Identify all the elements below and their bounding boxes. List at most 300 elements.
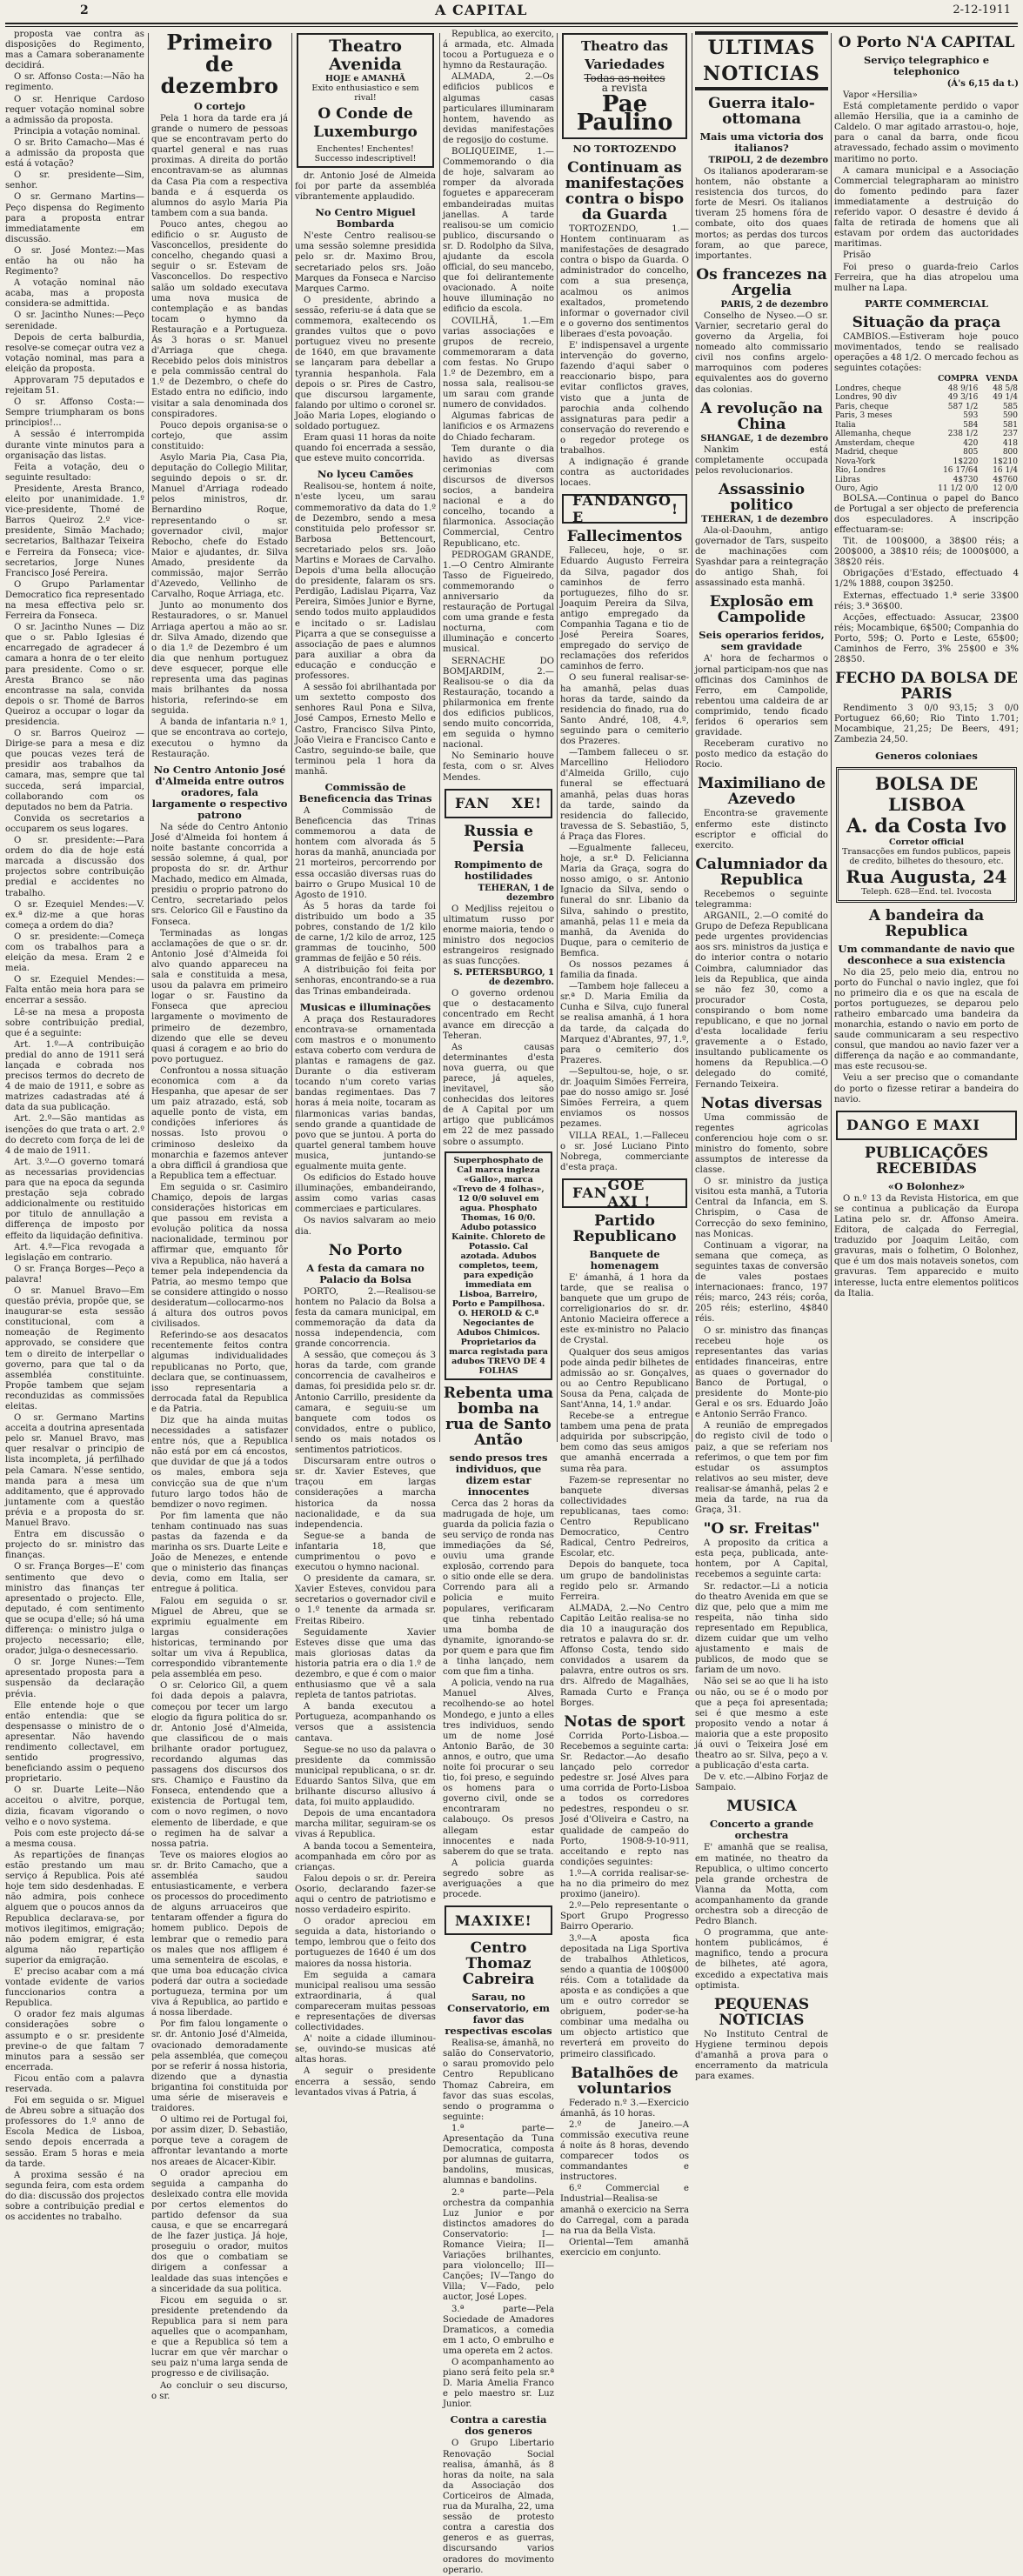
paragraph: O presidente, abrindo a sessão, referiu-se á data que se commemora, exaltecendo os grandes vultos que o povo portuguez viveu no presente de 1640, em que bravamente se lançaram para debellar a tyrannia hespanhola. Fala depois o sr. Pires de Castro, que discursou largamente, falando por ultimo o coronel sr. João Maria Lopes, elogiando o soldado portuguez. — [295, 295, 436, 431]
paragraph: A banda de infantaria n.º 1, que se encontrava ao cortejo, executou o hymno da Restauração. — [151, 717, 288, 759]
paragraph: O sr. Jacintho Nunes — Diz que o sr. Pablo Iglesias é encarregado de agradecer á camara a honra de o ter eleito para presidente. Como o sr. Aresta Branco se não encontrasse na sala, convida depois o sr. Thomé de Barros Queiroz a occupar o logar da presidencia. — [5, 623, 144, 727]
paragraph: Ficou em seguida o sr. presidente pretendendo da Republica para si nem para aquelles que o acompanham, e que a Republica só tem a lucrar em que vêr marchar o seu paiz n'uma larga senda de progresso e de civilisação. — [151, 2295, 288, 2379]
column-2 — [151, 30, 288, 2401]
paragraph: Diz que ha ainda muitas necessidades a satisfazer entre nós, que a Republica não está por em cá encostos, que duvidar de que já a todos os males, embora seja convicção sua de que n'um futuro largo todos hão de bemdizer o novo regimen. — [151, 1415, 288, 1510]
rate-value: 584 — [963, 420, 979, 430]
section-heading: Continuam as manifestações contra o bispo da Guarda — [565, 159, 685, 224]
section-heading: Situação da praça — [852, 313, 1001, 331]
subheading: Contra a carestia dos generos — [450, 2413, 547, 2438]
subheading: A festa da camara no Palacio da Bolsa — [306, 1261, 425, 1285]
column-3 — [295, 30, 436, 2098]
rate-value: 590 — [1002, 411, 1018, 421]
banner-ad — [445, 1905, 552, 1935]
column-5 — [560, 30, 689, 2258]
rate-label: Italia — [835, 420, 856, 430]
paragraph: Está completamente perdido o vapor allemão Hersilia, que ia a caminho de Caldelo. O mar agitado arrastou-o, hoje, para o canal da barra, onde ficou atravessado, fechado assim o movimento maritimo no porto. — [834, 102, 1019, 164]
section-heading: Calumniador da Republica — [695, 855, 828, 889]
paragraph: TORTOZENDO, 1.—Hontem continuaram as manifestações de desagrado contra o bispo da Guarda. O administrador do concelho, com a sua presença, acalmou os animos exaltados, prometendo informar o governador civil e o governo dos sentimentos liberaes d'esta povoação. — [560, 224, 689, 339]
rate-label: Allemanha, cheque — [835, 430, 912, 439]
column-1 — [5, 30, 144, 2223]
banner-ad-left: FAN — [572, 1185, 608, 1202]
paragraph: Pela 1 hora da tarde era já grande o numero de pessoas que se encontravam perto do quartel general e nas ruas proximas. A direita do portão encontravam-se as alumnas da Casa Pia com a respectiva banda e á esquerda os alumnos do asylo Maria Pia tambem com a sua banda. — [151, 114, 288, 218]
banner-ad-right: ! — [671, 500, 679, 517]
paragraph: O Grupo Parlamentar Democratico fica representado na mesa effectiva pelo sr. Ferreira da Fonseca. — [5, 579, 144, 622]
paragraph: BOLSA.—Continua o papel do Banco de Portugal a ser objecto de preferencia dos especuladores. A inscripção effectuaram-se: — [834, 493, 1019, 535]
paragraph: 2.º de Janeiro.—A commissão executiva reune á noite ás 8 horas, devendo comparecer todos os commandantes e instructores. — [560, 2119, 689, 2183]
paragraph: Terminadas as longas acclamações de que o sr. dr. Antonio José d'Almeida foi alvo quando appareceu na sala e constituida a mesa, usou da palavra em primeiro logar o sr. Faustino da Fonseca que apreciou largamente o movimento de primeiro de dezembro, dizendo que elle se deveu quasi á coragem e ao brio do povo portuguez. — [151, 928, 288, 1064]
paragraph: VILLA REAL, 1.—Falleceu o sr. José Luciano Pinto Nobrega, commerciante d'esta praça. — [560, 1131, 689, 1172]
theatre-ad-dates: HOJE e AMANHÃ — [325, 74, 405, 83]
paragraph: Na séde do Centro Antonio José d'Almeida foi hontem á noite bastante concorrida a sessão solemne, á qual, por proposta do sr. dr. Arthur Machado, medico em Almada, presidiu o proprio patrono do Centro, secretariado pelos srs. Celorico Gil e Faustino da Fonseca. — [151, 822, 288, 927]
subheading: sendo presos tres individuos, que dizem estar innocentes — [449, 1451, 548, 1498]
subheading: No Centro Antonio José d'Almeida entre outros oradores, fala largamente o respectivo patrono — [151, 763, 288, 821]
paragraph: Fazem-se representar no banquete diversas collectividades republicanas, taes como: Centro Republicano Democratico, Centro Radical, Centro Pedreiros, Escolar, etc. — [560, 1475, 689, 1559]
masthead: A CAPITAL — [435, 2, 528, 18]
section-heading: Maximiliano de Azevedo — [697, 775, 826, 809]
paragraph: 6.º Commercial e Industrial—Realisa-se amanhã o exercicio na Serra do Carregal, com a parada na rua da Bella Vista. — [560, 2184, 689, 2236]
section-heading: Notas diversas — [700, 1094, 823, 1112]
paragraph: Por fim falou longamente o sr. dr. Antonio José d'Almeida, ovacionado demoradamente pela assembléa, que começou por se referir á nossa historia, dizendo que a dynastia brigantina foi constituida por uma série de miseraveis e traidores. — [151, 2019, 288, 2114]
rate-label: Ouro, Agio — [835, 484, 879, 494]
paragraph: O sr. presidente:—Para ordem do dia de hoje está marcada a discussão dos projectos sobre contribuição predial e accidentes no trabalho. — [5, 836, 144, 898]
paragraph: Convida os secretarios a occuparem os seus logares. — [5, 813, 144, 834]
paragraph: A sessão, que começou ás 3 horas da tarde, com grande concorrencia de cavalheiros e damas, foi presidida pelo sr. dr. Antonio Carrillo, presidente da camara, e seguiu-se um banquete com todos os convidados, entre o publico, sendo os mais notados os sentimentos patrioticos. — [295, 1351, 436, 1456]
paragraph: O sr. Affonso Costa:—Sempre triumpharam os bons principios!... — [5, 397, 144, 429]
rate-value: 11 1/2 0/0 — [938, 484, 979, 494]
paragraph: Art. 3.º—O governo tomará as necessarias providencias para que na epoca da segunda prestação seja cobrado addicionalmente ou restituido por titulo de annullação a differença de imposto por effeito da liquidação definitiva. — [5, 1157, 144, 1241]
paragraph: A seguir o presidente encerra a sessão, sendo levantados vivas á Patria, á — [295, 2066, 436, 2098]
rate-label: Madrid, cheque — [835, 448, 899, 457]
rate-value: 581 — [1002, 420, 1018, 430]
table-row — [834, 476, 1019, 485]
paragraph: O orador fez mais algumas considerações sobre o assumpto e o sr. presidente previne-o de que faltam 7 minutos para a sessão ser encerrada. — [5, 2010, 144, 2072]
rate-label: Londres, cheque — [835, 384, 901, 393]
dateline: TEHERAN, 1 de dezembro — [478, 883, 554, 903]
paragraph: A indignação é grande contra as auctoridades locaes. — [560, 457, 689, 489]
theatre-ad-note1: Enchentes! Enchentes! — [317, 144, 414, 154]
subheading: Generos coloniaes — [875, 749, 978, 762]
column-divider — [291, 33, 292, 1442]
theatre-ad-title: Theatro Avenida — [329, 37, 402, 74]
rate-value: 16 17/64 — [943, 466, 979, 476]
section-heading: No Porto — [328, 1241, 403, 1259]
column-6 — [695, 30, 828, 2082]
exchange-rates-table — [834, 375, 1019, 494]
table-row — [834, 411, 1019, 421]
paragraph: Seguidamente Xavier Esteves disse que uma das mais gloriosas datas da historia patria era o dia 1.º de dezembro, e que é com o maior enthusiasmo que vê a sala repleta de tantos patriotas. — [295, 1627, 436, 1701]
paragraph: PORTO, 2.—Realisou-se hontem no Palacio da Bolsa a festa da camara municipal, em commemoração da data da nossa independencia, com grande concorrencia. — [295, 1286, 436, 1350]
paragraph: A policia, vendo na rua Manuel Alves, recolhendo-se ao hotel Mondego, e junto a elles tres individuos, sendo um de nome José Antonio Barão, de 30 annos, e outro, que uma noite foi procurar o seu tio, foi preso, e seguindo os homens para o governo civil, onde se encontraram no calabouço. Os presos allegam estar innocentes e nada saberem do que se trata. — [443, 1678, 554, 1857]
paragraph: Falou depois o sr. dr. Pereira Osorio, declarando fazer-se aqui o centro de patriotismo e nosso verdadeiro espirito. — [295, 1873, 436, 1916]
paragraph: Os nossos pezames á familia da finada. — [560, 960, 689, 981]
paragraph: 1.ª parte—Apresentação da Tuna Democratica, composta por alumnas de guitarra, bandolins, musicas, alumnas e bandolins. — [443, 2123, 554, 2186]
section-heading: Centro Thomaz Cabreira — [462, 1939, 535, 1989]
paragraph: E' amanhã que se realisa, em matinée, no theatro da Republica, o ultimo concerto pela grande orchestra de Vianna da Motta, com acompanhamento da grande orchestra sob a direcção de Pedro Blanch. — [695, 1843, 828, 1927]
column-4 — [443, 30, 554, 2575]
rate-value: 1$220 — [953, 457, 979, 466]
paragraph: Ficou então com a palavra reservada. — [5, 2073, 144, 2094]
paragraph: 3.ª parte—Pela Sociedade de Amadores Dramaticos, a comedia em 1 acto, O embrulho e uma opereta em 2 actos. — [443, 2304, 554, 2356]
section-heading: Batalhões de voluntarios — [571, 2064, 679, 2098]
column-divider — [439, 33, 440, 1442]
section-heading: Fallecimentos — [566, 528, 683, 546]
paragraph: Depois de uma encantadora marcha militar, seguiram-se os vivas á Republica. — [295, 1809, 436, 1840]
column-7 — [834, 30, 1019, 1444]
dateline: SHANGAE, 1 de dezembro — [700, 433, 828, 444]
paragraph: O seu funeral realisar-se-ha amanhã, pelas duas horas da tarde, saindo da residencia do finado, rua do Santo André, 108, 4.º, seguindo para o cemiterio dos Prazeres. — [560, 673, 689, 747]
table-row — [834, 439, 1019, 449]
paragraph: Externas, effectuado 1.ª serie 33$00 réis; 3.ª 36$00. — [834, 591, 1019, 611]
paragraph: Approvaram 75 deputados e rejeitam 51. — [5, 376, 144, 397]
paragraph: BOLIQUEIME, 1.—Commemorando o dia de hoje, salvaram ao romper da alvorada foguetes e appareceram embandeiradas muitas janellas. A tarde realisou-se um comicio publico, discursando o sr. D. Rodolpho da Silva, ajudante da escola official, do seu mancebo, que foi delirantemente ovacionado. A noite houve illuminação no edificio da escola. — [443, 147, 554, 315]
paragraph: A camara municipal e a Associação Commercial telegrapharam ao ministro do fomento pedindo para fazer immediatamente a destruição do referido vapor. O desastre é devido á falta de retirada de homens que ali estavam por ordem das auctoridades maritimas. — [834, 165, 1019, 250]
subheading: «O Bolonhez» — [887, 1179, 966, 1192]
paragraph: Por fim lamenta que não tenham continuado nas suas pastas da fazenda e da marinha os srs. Duarte Leite e João de Menezes, e entende que o ministerio das finanças devia, como em Italia, ser entregue á politica. — [151, 1511, 288, 1595]
paragraph: O programma, que ante-hontem publicámos, é magnifico, tendo a procura de bilhetes, até agora, excedido a expectativa mais optimista. — [695, 1928, 828, 1991]
subheading: Concerto a grande orchestra — [709, 1818, 814, 1842]
subheading: Mais uma victoria dos italianos? — [699, 130, 824, 154]
paragraph: Vapor «Hersilia» — [843, 90, 918, 100]
header-rule-thin — [5, 26, 1018, 27]
paragraph: CAMBIOS.—Estiveram hoje pouco movimentados, tendo se realisado operações a 48 1/2. O mercado fechou as seguintes cotações: — [834, 331, 1019, 374]
paragraph: O sr. Germano Martins—Peço dispensa do Regimento para a proposta entrar immediatamente em discussão. — [5, 192, 144, 244]
rate-value: 585 — [1002, 402, 1018, 411]
dateline: PARIS, 2 de dezembro — [720, 299, 828, 310]
section-heading: O Porto N'A CAPITAL — [838, 34, 1015, 51]
section-heading: Assassinio politico — [718, 480, 806, 514]
rate-value: 49 1/4 — [993, 393, 1018, 403]
subheading: O cortejo — [193, 100, 246, 112]
paragraph: —Sepultou-se, hoje, o sr. dr. Joaquim Simões Ferreira, pae do nosso amigo sr. José Simões Ferreira, a quem enviamos os nossos pezames. — [560, 1066, 689, 1130]
paragraph: dr. Antonio José de Almeida foi por parte da assembléa vibrantemente applaudido. — [295, 171, 436, 203]
variedades-ad-play: Pae Paulino — [576, 91, 673, 136]
paragraph: A sessão é interrompida durante vinte minutos para a organisação das listas. — [5, 430, 144, 461]
paragraph: As causas determinantes d'esta nova guerra, ou que parece, já aqueles, inevitavel, são conhecidas dos leitores de A Capital por um artigo que publicámos em 22 de mez passado sobre o assumpto. — [443, 1042, 554, 1147]
banner-ad — [445, 789, 552, 818]
paragraph: O sr. ministro das finanças recebeu hoje os representantes das varias entidades financeiras, entre as quaes o governador do Banco de Portugal, o presidente do Monte-pio Geral e os srs. Eduardo João e Antonio Serrão Franco. — [695, 1325, 828, 1420]
rate-label: Amsterdam, cheque — [835, 438, 915, 448]
table-row — [834, 448, 1019, 457]
section-heading: PEQUENAS NOTICIAS — [713, 1995, 810, 2029]
paragraph: Pouco antes, chegou ao edificio o sr. Augusto de Vasconcellos, presidente do concelho, chegando quasi a seguir o sr. Estevam de Vasconcellos. Do respectivo salão um soldado executava uma nova musica de contemplação e as bandas tocam o hymno da Restauração e a Portugueza. Ás 3 horas o sr. Manuel d'Arriaga que chega. Recebido pelos dois ministros e pela commissão central do 1.º de Dezembro, o chefe do Estado entra no edificio, indo visitar a sala denominada dos conspiradores. — [151, 219, 288, 419]
paragraph: Acções, effectuado: Assucar, 23$00 réis; Mocambique, 6$500; Companhia do Porto, 59$; O. Porto e Leste, 65$00; Caminhos de Ferro, 3% 25$00 e 3% 28$50. — [834, 612, 1019, 665]
paragraph: Entra em discussão o projecto do sr. ministro das finanças. — [5, 1530, 144, 1561]
table-row — [834, 421, 1019, 430]
paragraph: Art. 2.º—São mantidas as isenções do que trata o art. 2.º do decreto com força de lei de 4 de maio de 1911. — [5, 1114, 144, 1156]
paragraph: Corrida Porto-Lisboa.—Recebemos a seguinte carta: Sr. Redactor.—Ao desafio lançado pelo corredor pedestre sr. José Alves para uma corrida de Porto-Lisboa a todos os corredores pedestres, respondeu o sr. José d'Oliveira e Castro, na qualidade de campeão do Porto, 1908-9-10-911, acceitando e repto nas condições seguintes: — [560, 1731, 689, 1867]
subheading: PARTE COMMERCIAL — [865, 297, 988, 310]
bolsa-ad-name: A. da Costa Ivo — [846, 814, 1007, 838]
paragraph: A proposito da critica a esta peça, publicada, ante-hontem, por A Capital, recebemos a seguinte carta: — [695, 1538, 828, 1580]
paragraph: N'este Centro realisou-se uma sessão solemne presidida pelo sr. dr. Maximo Brou, secretariado pelos srs. João Marques da Fonseca e Narciso Marques Carmo. — [295, 231, 436, 294]
bolsa-ad-phone: Teleph. 628—End. tel. Ivocosta — [861, 886, 992, 897]
paragraph: 3.º—A aposta fica depositada na Liga Sportiva de trabalhos Athleticos, sendo a quantia de 100$000 réis. Com a totalidade da aposta e as condições a que um e outro corredor se obriguem, poder-se-ha combinar uma medalha ou um objecto artistico que reverterá em proveito do primeiro classificado. — [560, 1933, 689, 2059]
paragraph: Os italianos apoderaram-se hontem, não obstante a resistencia dos turcos, do forte de Mesri. Os italianos tiveram 25 homens fóra de combate, oito dos quaes mortos; as perdas dos turcos foram, ao que parece, importantes. — [695, 167, 828, 261]
paragraph: O sr. Jacintho Nunes:—Peço serenidade. — [5, 310, 144, 331]
banner-ad-right: XE! — [512, 795, 542, 812]
paragraph: Foi preso o guarda-freio Carlos Ferreira, que ha dias atropelou uma mulher na Lapa. — [834, 262, 1019, 293]
paragraph: Ao concluir o seu discurso, o sr. — [151, 2380, 288, 2401]
table-row — [834, 384, 1019, 394]
paragraph: —Tambem falleceu o sr. Marcellino Heliodoro d'Almeida Grillo, cujo funeral se effectuará amanhã, pelas duas horas da tarde, saindo da residencia do fallecido, travessa de S. Sebastião, 5, á Praça das Flores. — [560, 748, 689, 842]
paragraph: O sr. Germano Martins acceita a doutrina apresentada pelo sr. Manuel Bravo, mas quer resalvar o principio de lista incompleta, já perfilhado pela Camara. N'esse sentido, manda para a mesa um additamento, que é approvado juntamente com a questão prévia e a proposta do sr. Manuel Bravo. — [5, 1413, 144, 1529]
bolsa-ad — [836, 767, 1017, 903]
paragraph: Art. 4.º—Fica revogada a legislação em contrario. — [5, 1242, 144, 1263]
banner-ad — [562, 1178, 687, 1208]
paragraph: Segue-se no uso da palavra o presidente da commissão municipal republicana, o sr. dr. Eduardo Santos Silva, que em brilhante discurso allusivo á data, foi muito applaudido. — [295, 1745, 436, 1808]
rates-column-header: VENDA — [986, 375, 1018, 384]
rate-value: 48 9/16 — [947, 384, 979, 393]
rate-label: Paris, cheque — [835, 402, 889, 411]
paragraph: Os navios salvaram ao meio dia. — [295, 1216, 436, 1237]
paragraph: O sr. Duarte Leite—Não acceitou o alvitre, porque, dizia, ficavam vigorando o velho e o novo systema. — [5, 1785, 144, 1827]
paragraph: Uma commissão de regentes agricolas conferenciou hoje com o sr. ministro do fomento, sobre assumptos de interesse da classe. — [695, 1112, 828, 1176]
paragraph: Depois do banquete, toca um grupo de bandolinistas regido pelo sr. Armando Ferreira. — [560, 1560, 689, 1602]
paragraph: Encontra-se gravemente enfermo este distincto escriptor e official do exercito. — [695, 809, 828, 851]
paragraph: O orador apreciou em seguida a campanha do desleixado contra elle movida por certos elementos do partido defensor da sua causa, e que se encarregará de lhe fazer justiça. Já hoje, proseguiu o orador, muitos dos que o combatiam se dirigem a confessar a lealdade das suas intenções e a sinceridade da sua politica. — [151, 2168, 288, 2294]
theatre-ad-play: O Conde de Luxemburgo — [313, 105, 418, 141]
paragraph: Lê-se na mesa a proposta sobre contribuição predial, que é a seguinte: — [5, 1007, 144, 1038]
table-row — [834, 457, 1019, 467]
paragraph: O sr. Ezequiel Mendes:—V. ex.ª diz-me a que horas começa a ordem do dia? — [5, 899, 144, 931]
paragraph: O sr. Henrique Cardoso requer votação nominal sobre a admissão da proposta. — [5, 94, 144, 125]
paragraph: A proxima sessão é na segunda feira, com esta ordem do dia: discussão dos projectos sobre a contribuição predial e os accidentes no trabalho. — [5, 2170, 144, 2223]
paragraph: De v. etc.—Albino Forjaz de Sampaio. — [695, 1772, 828, 1793]
paragraph: O Medjliss rejeitou o ultimatum russo por enorme maioria, tendo o ministro dos negocios estrangeiros resignado as suas funcções. — [443, 904, 554, 967]
paragraph: Falou em seguida o sr. Miguel de Abreu, que se exprimiu egualmente em largas considerações historicas, terminando por soltar um viva á Republica, correspondido vibrantemente pela assembléa em peso. — [151, 1596, 288, 1680]
banner-ad-left: FANDANGO E — [572, 492, 672, 526]
paragraph: SERNACHE DO BOMJARDIM, 2.—Realisou-se o dia da Restauração, tocando a philarmonica em frente dos edificios publicos, sendo muito concorrida, em seguida o hymno nacional. — [443, 656, 554, 751]
paragraph: Os edificios do Estado houve illuminações, embandeirando, assim como varias casas commerciaes e particulares. — [295, 1173, 436, 1215]
paragraph: E' indispensavel a urgente intervenção do governo, fazendo d'aqui saber o reaccionario bispo, para evitar conflictos graves, visto que a junta de parochia anda colhendo assignaturas para pedir a conservação do reverendo e o regedor protege os trabalhos. — [560, 341, 689, 456]
banner-ad-left: DANGO E MAXI — [846, 1117, 980, 1134]
variedades-ad-title: Theatro das Variedades — [580, 38, 669, 72]
paragraph: Em seguida a camara municipal realisou uma sessão extraordinaria, á qual compareceram muitas pessoas e representações de diversas collectividades. — [295, 1970, 436, 2033]
subheading: Um commandante de navio que desconhece a sua existencia — [838, 942, 1015, 966]
rate-value: 418 — [1002, 438, 1018, 448]
banner-ad-left: FAN — [455, 795, 491, 812]
paragraph: O Grupo Libertario Renovação Social realisa, ámanhã, ás 8 horas da noite, na sala da Associação dos Corticeiros de Almada, rua da Muralha, 22, uma sessão de protesto contra a carestia dos generos e as guerras, discursando varios oradores do movimento operario. — [443, 2439, 554, 2575]
paragraph: A policia guarda segredo sobre as averiguações a que procede. — [443, 1858, 554, 1900]
paragraph: Realisa-se, ámanhã, no salão do Conservatorio, o sarau promovido pelo Centro Republicano Thomaz Cabreira, em favor das suas escolas, sendo o programma o seguinte: — [443, 2039, 554, 2122]
rate-label: Libras — [835, 475, 860, 484]
paragraph: O presidente da camara, sr. Xavier Esteves, convidou para secretarios o governador civil e o 1.º tenente da armada sr. Freitas Ribeiro. — [295, 1574, 436, 1626]
paragraph: —Tambem hoje falleceu a sr.ª D. Maria Emilia da Cunha e Silva, cujo funeral se realisa amanhã, á 1 hora da tarde, da calçada do Marquez d'Abrantes, 97, 1.º, para o cemiterio dos Prazeres. — [560, 982, 689, 1065]
paragraph: O sr. Manuel Bravo—Em questão prévia, propõe que, se inaugurar-se esta sessão constitucional, com a nomeação de Regimento approvado, se considere que tem o direito de interpellar o governo, para que tal o da assembléa constituinte. Propõe tambem que sejam reconduzidas as commissões eleitas. — [5, 1285, 144, 1411]
paragraph: PEDROGAM GRANDE, 1.—O Centro Almirante Tasso de Figueiredo, commemorando o anniversario da restauração de Portugal com uma grande e festa nocturna, com illuminação e concerto musical. — [443, 550, 554, 655]
paragraph: Republica, ao exercito, á armada, etc. Almada tocou a Portugueza e o hymno da Restauração. — [443, 30, 554, 71]
section-heading: Os francezes na Argelia — [696, 265, 827, 299]
bolsa-ad-address: Rua Augusta, 24 — [846, 865, 1007, 887]
paragraph: Principia a votação nominal. — [14, 126, 141, 137]
rate-value: 805 — [963, 448, 979, 457]
paragraph: O sr. presidente—Sim, senhor. — [5, 170, 144, 191]
subheading: NO TORTOZENDO — [572, 143, 677, 155]
section-heading: Explosão em Campolide — [709, 593, 814, 627]
fertilizer-ad: Superphosphato de Cal marca ingleza «Gallo», marca «Trevo de 4 folhas», 12 0/0 soluvel em agua. Phosphato Thomas, 16 0/0. Adubo potassico Kainite. Chloreto de Potassio. Cal azotada. Adubos completos, teem, para expedição immediata em Lisboa, Barreiro, Porto e Pampilhosa. O. HEROLD & C.ª Negociantes de Adubos Chimicos. Proprietarios da marca registada para adubos TREVO DE 4 FOLHAS — [445, 1151, 552, 1380]
section-heading: PUBLICAÇÕES RECEBIDAS — [864, 1144, 989, 1178]
table-row — [834, 484, 1019, 494]
column-divider — [831, 33, 832, 1442]
paragraph: 2.º—Pelo representante o Sport Grupo Progresso Bairro Operario. — [560, 1901, 689, 1932]
paragraph: O sr. Ezequiel Mendes:—Falta então meia hora para se encerrar a sessão. — [5, 975, 144, 1006]
rate-value: 593 — [963, 411, 979, 421]
paragraph: O acompanhamento ao piano será feito pela sr.ª D. Maria Amelia Franco e pelo maestro sr. Luz Junior. — [443, 2358, 554, 2410]
paragraph: proposta vae contra as disposições do Regimento, mas a Camara soberanamente decidirá. — [5, 30, 144, 71]
section-heading: Partido Republicano — [572, 1211, 677, 1245]
subheading: Sarau, no Conservatorio, em favor das respectivas escolas — [445, 1991, 552, 2038]
theatre-ad — [297, 33, 434, 168]
subheading: Musicas e illuminações — [299, 1000, 431, 1013]
variedades-ad-line1: Todas as noites — [584, 72, 665, 84]
paragraph: Veiu a ser preciso que o comandante do porto o fizesse retirar a bandeira do navio. — [834, 1073, 1019, 1104]
paragraph: Conselho de Nyseo.—O sr. Varnier, secretario geral do governo da Argelia, foi nomeado alto commissario civil nos confins argelo-marroquinos com poderes equivalentes aos do governo das colonias. — [695, 310, 828, 395]
paragraph: Ás 5 horas da tarde foi distribuido um bodo a 35 pobres, constando de 1/2 kilo de carne, 1/2 kilo de arroz, 125 grammas de toucinho, 500 grammas de feijão e 50 réis. — [295, 901, 436, 964]
header-rule — [5, 23, 1018, 24]
rate-value: 4$760 — [993, 475, 1018, 484]
paragraph: A distribuição foi feita por senhoras, encontrando-se a rua das Trinas embandeirada. — [295, 965, 436, 997]
page-header — [0, 0, 1023, 30]
section-heading: A revolução na China — [700, 399, 823, 433]
section-heading: Guerra italo-ottomana — [708, 95, 815, 128]
table-row — [834, 403, 1019, 412]
paragraph: O sr. França Borges—E' com sentimento que devo o ministro das finanças ter apresentado o projecto. Elle, deputado, é com sentimento que se ocupa d'elle; só há uma differença: o ministro julga o projecto necessario; elle, orador, julga-o desnecessario. — [5, 1562, 144, 1657]
paragraph: —Egualmente falleceu, hoje, a sr.ª D. Felicianna Maria da Graça, sogra do nosso amigo, o sr. Antonio Ignacio da Silva, sendo o funeral do snr. Libanio da Silva, sahindo o prestito, amanhã, pelas 11 e meia da manhã, da Avenida do Duque, para o cemiterio de Bemfica. — [560, 843, 689, 958]
paragraph: 2.ª parte—Pela orchestra da companhia Luz Junior e por distinctos amadores do Conservatorio: I—Romance Vieira; II—Variações brilhantes, para violoncello; III—Canções; IV—Tango do Villa; V—Fado, pelo auctor, José Lopes. — [443, 2187, 554, 2303]
paragraph: No Instituto Central de Hygiene terminou depois d'amanhã a prova para o encerramento da matricula para exames. — [695, 2029, 828, 2082]
paragraph: O sr. José Montez:—Mas então ha ou não ha Regimento? — [5, 245, 144, 277]
table-row — [834, 393, 1019, 403]
rates-column-header — [834, 375, 930, 384]
subheading: Seis operarios feridos, sem gravidade — [699, 629, 825, 653]
paragraph: O governo ordenou que o destacamento concentrado em Recht avance em direcção a Teheran. — [443, 989, 554, 1041]
dateline: (Á's 6,15 da t.) — [946, 79, 1019, 89]
rate-value: 1$210 — [993, 457, 1018, 466]
subheading: No lyceu Camões — [317, 468, 414, 481]
rate-value: 587 1/2 — [947, 402, 979, 411]
bolsa-ad-role: Corretor official — [889, 837, 964, 847]
ultimas-noticias-banner: ULTIMAS NOTICIAS — [695, 31, 828, 90]
paragraph: Confrontou a nossa situação economica com a da Hespanha, que apesar de ser um paiz atrazado, está, sob aquelle ponto de vista, em condições inferiores ás nossas. Isto provou o criminoso desleixo da monarchia e fazemos antever a obra difficil á grandiosa que a Republica tem a effectuar. — [151, 1065, 288, 1181]
paragraph: O sr. França Borges—Peço a palavra! — [5, 1264, 144, 1285]
bolsa-ad-line: Transacções em fundos publicos, papeis de credito, bilhetes do thesouro, etc. — [842, 846, 1011, 866]
paragraph: 1.º—A corrida realisar-se-ha no dia primeiro do mez proximo (janeiro). — [560, 1868, 689, 1900]
paragraph: Recebe-se a entregue tambem uma pena de prata adquirida por subscripção, bem como das seus amigos que amanhã encerrada a suma rêa para. — [560, 1411, 689, 1474]
paragraph: ALMADA, 2.—No Centro Capitão Leitão realisa-se no dia 10 a inauguração dos retratos e palavra do sr. dr. Affonso Costa, tendo sido convidados a usarem da palavra, entre outros os srs. drs. Alfredo de Magalhães, Ramada Curto e França Borges. — [560, 1603, 689, 1708]
paragraph: O sr. ministro da justiça visitou esta manhã, a Tutoria Central da Infancia, em S. Chrispim, o Casa de Correcção do sexo feminino, nas Monicas. — [695, 1177, 828, 1239]
column-divider — [148, 33, 149, 1442]
paragraph: O orador apreciou em seguida a data, historiando o tempo, lembrou que o feito dos portuguezes de 1640 é um dos maiores da nossa historia. — [295, 1917, 436, 1969]
rate-value: 800 — [1002, 448, 1018, 457]
paragraph: Não sei se ao que li ha isto ou não, ou se é o modo por que a peça foi apresentada; sei é que mesmo a este proposito vendo a notar á maioria que a este proposito já ouvi o Teixeira José em theatro ao sr. Silva, peço a v. a publicação d'esta carta. — [695, 1677, 828, 1772]
paragraph: A banda tocou a Sementeira, acompanhada em côro por as crianças. — [295, 1841, 436, 1872]
paragraph: Sr. redactor.—Li a noticia do theatro Avenida em que se diz que, pelo que a mim me respeita, não tinha sido representado em Republica, dizem cuidar que um velho ajustamento e mais de publicos, de modo que se fariam de um novo. — [695, 1581, 828, 1676]
dateline: TEHERAN, 1 de dezembro — [701, 514, 828, 524]
paragraph: Cerca das 2 horas da madrugada de hoje, um guarda da policia fazia o seu serviço de ronda nas immediações da Sé, ouviu uma grande explosão, correndo para o sitio onde elle se dera. Correndo para ali a policia e muito populares, verificaram que tinha rebentado uma bomba de dynamite, ignorando-se por quem e para que fim a tinha lançado, nem com que fim a tinha. — [443, 1498, 554, 1678]
paragraph: A' noite a cidade illuminou-se, ouvindo-se musicas até altas horas. — [295, 2034, 436, 2065]
paragraph: A Commissão de Beneficencia das Trinas commemorou a data de hontem com alvorada ás 5 horas da manhã, anunciada por 21 morteiros, percorrendo por essa occasião diversas ruas do bairro o Grupo Musical 10 de Agosto de 1910. — [295, 805, 436, 900]
section-heading: A bandeira da Republica — [868, 906, 985, 940]
paragraph: Ala-ol-Daouhm, antigo governador de Tars, suspeito de machinações com Syashdar para a reintegração do antigo Shah, foi assassinado esta manhã. — [695, 525, 828, 589]
column-divider — [557, 33, 558, 1442]
paragraph: Art. 1.º—A contribuição predial do anno de 1911 será lançada e cobrada nos precisos termos do decreto de 4 de maio de 1911, e sobre as matrizes cadastradas até á data da sua publicação. — [5, 1039, 144, 1113]
paragraph: Depois de certa balburdia, resolve-se começar outra vez a votação nominal, mas para a eleição da proposta. — [5, 332, 144, 374]
paragraph: Tit. de 100$000, a 38$00 réis; a 200$000, a 38$10 réis; de 1000$000, a 38$20 réis. — [834, 537, 1019, 568]
paragraph: Feita a votação, deu o seguinte resultado: — [5, 462, 144, 483]
dateline: S. PETERSBURGO, 1 de dezembro. — [453, 968, 554, 988]
paragraph: ARGANIL, 2.—O comité do Grupo de Defeza Republicana pede urgentes providencias aos srs. ministros da justiça e do interior contra o notario Coimbra, calumniador das leis da Republica, que ainda se não fez 30, como a procurador Costa, conspirando o bom nome republicano, e que no jornal d'esta localidade feriu gravemente a o Estado, insultando publicamente os homens da Republica.—O delegado do comité, Fernando Teixeira. — [695, 911, 828, 1090]
section-heading: MUSICA — [726, 1798, 797, 1816]
paragraph: Falleceu, hoje, o sr. Eduardo Augusto Ferreira da Silva, pagador dos caminhos de ferro portuguezes, filho do sr. Joaquim Pereira da Silva, antigo empregado da Companhia Tagana e tio de José Pereira Soares, empregado do serviço de reclamações dos referidos caminhos de ferro. — [560, 546, 689, 672]
rate-value: 237 — [1002, 430, 1018, 439]
variedades-ad — [562, 33, 687, 139]
rate-value: 238 1/2 — [947, 430, 979, 439]
banner-ad — [562, 494, 687, 524]
paragraph: Junto ao monumento dos Restauradores, o sr. Manuel Arriaga apertou a mão ao sr. dr. Silva Amado, dizendo que o dia 1.º de Dezembro é um dia que nenhum portuguez deve esquecer, porque elle representa uma das paginas mais brilhantes da nossa historia, referindo-se em seguida. — [151, 601, 288, 717]
paragraph: Realisou-se, hontem á noite, n'este lyceu, um sarau commemorativo da data do 1.º de Dezembro, sendo a mesa constituida pelo professor sr. Barbosa Bettencourt, secretariado pelos srs. João Martins e Moraes de Carvalho. Depois d'uma bella allocução do presidente, falaram os srs. Perdigão, Ladislau Piçarra, Vaz Pereira, Simões Junior e Byrne, sendo todos muito applaudidos e incitado o sr. Ladislau Piçarra a que se conseguisse a associação de paes e alumnos para auxiliar a obra da educação e conducção e professores. — [295, 482, 436, 682]
banner-ad — [836, 1111, 1017, 1140]
subheading: Rompimento de hostilidades — [454, 858, 543, 882]
paragraph: O sr. presidente:—Começa com os trabalhos para a eleição da mesa. Eram 2 e meia. — [5, 931, 144, 974]
section-heading: "O sr. Freitas" — [703, 1520, 820, 1538]
table-row — [834, 430, 1019, 439]
paragraph: COVILHÃ, 1.—Em varias associações e grupos de recreio, commemoraram a data com festas. No Grupo 1.º de Dezembro, em a nossa sala, realisou-se um sarau com grande numero de convidados. — [443, 316, 554, 410]
paragraph: As repartições de finanças estão prestando um mau serviço á Republica. Pois até hoje tem sido desdenhadas. E não admira, pois conhece alguem que o poucos annos da Republica declarava-se, por motivos ilegitimos, emigração; não podem emigrar, é esta alguma não repartição superior da emigração. — [5, 1850, 144, 1965]
paragraph: E' preciso acabar com a má vontade evidente de varios funccionarios contra a Republica. — [5, 1966, 144, 2009]
rate-label: Nova-York — [835, 457, 876, 466]
banner-ad-right: GOE AXI ! — [607, 1176, 652, 1210]
banner-ad-left: MAXIXE! — [455, 1912, 532, 1929]
paragraph: A sessão foi abrilhantada por um sextetto composto dos senhores Raul Pona e Silva, José Campos, Ernesto Mello e Castro, Francisco Silva Pinto, João Vieira e Francisco Canto e Castro, seguindo-se baile, que terminou pela 1 hora da manhã. — [295, 683, 436, 777]
paragraph: Federado n.º 3.—Exercicio ámanhã, ás 10 horas. — [560, 2098, 689, 2119]
paragraph: O sr. Barros Queiroz — Dirige-se para a mesa e diz que poucas vezes terá de presidir aos trabalhos da camara, mas, sempre que tal succeda, será imparcial, collaborando com os deputados no bem da Patria. — [5, 729, 144, 812]
paragraph: A praça dos Restauradores encontrava-se ornamentada com mastros e o monumento estava coberto com verdura de plantas e ramagens de gaz. Durante o dia estiveram tocando n'um coreto varias bandas regimentaes. Das 7 horas á meia noite, tocaram as filarmonicas varias bandas, sendo grande a quantidade de povo que se juntou. A porta do quartel general tambem houve musica, juntando-se egualmente muita gente. — [295, 1014, 436, 1171]
paragraph: O n.º 13 da Revista Historica, em que se continua a publicação da Europa Latina pelo sr. dr. Affonso Ameira. Editora, de calçada do Ferregial, traduzido por Joaquim Leitão, com gravuras, mais o folhetim, O Bolonhez, que é um dos mais notaveis sonetos, com gravuras. Tem apparecido e muito interesse, lucta entre elementos politicos da Italia. — [834, 1193, 1019, 1298]
paragraph: Teve os maiores elogios ao sr. dr. Brito Camacho, que a assembléa saudou entusiasticamente, e verbera os processos do procedimento de alguns arruaceiros que tentaram offender a figura do homem publico. Depois de lembrar que o remedio para os males que nos affligem é uma sementeira de escolas, e que uma boa educação civica poderá dar outra a sociedade portugueza, termina por um viva á Republica, ao partido e á nossa liberdade. — [151, 1850, 288, 2019]
paragraph: O sr. Affonso Costa:—Não ha regimento. — [5, 72, 144, 93]
paragraph: A reunião de empregados do registo civil de todo o paiz, a que se referiam nos referimos, o que tem por fim estudar os assumptos relativos ao seu mister, deve realisar-se ámanhã, pelas 2 e meia da tarde, na rua da Graça, 31. — [695, 1421, 828, 1516]
issue-date: 2-12-1911 — [953, 3, 1011, 17]
paragraph: Elle entende hoje o que então entendia: que se despensasse o ministro de o apresentar. Não havendo rendimento collectavel, em sentido progressivo, beneficiando assim o pequeno proprietario. — [5, 1700, 144, 1785]
paragraph: Rendimento 3 0/0 93,15; 3 0/0 Portuguez 66,60; Rio Tinto 1.701; Mocambique, 21,25; De Beers, 491; Zambezia 24,50. — [834, 704, 1019, 745]
paragraph: Recebemos o seguinte telegramma: — [695, 889, 828, 910]
section-heading: FECHO DA BOLSA DE PARIS — [835, 670, 1018, 704]
paragraph: Presidente, Aresta Branco, eleito por unanimidade. 1.º vice-presidente, Thomé de Barros Queiroz 2.º vice-presidente, Simão Machado; secretarios, Balthazar Teixeira e Ferreira da Fonseca; vice-secretarios, Jorge Nunes Francisco José Pereira. — [5, 484, 144, 578]
rate-label: Londres, 90 div — [835, 393, 897, 403]
subheading: No Centro Miguel Bombarda — [315, 206, 416, 230]
section-heading: Rebenta uma bomba na rua de Santo Antão — [443, 1384, 554, 1449]
rate-value: 49 3/16 — [947, 393, 979, 403]
rates-column-header: COMPRA — [938, 375, 979, 384]
table-row — [834, 466, 1019, 476]
paragraph: Foi em seguida o sr. Miguel de Abreu sobre a situação dos professores do 1.º anno de Escola Medica de Lisboa, sendo depois encerrada a sessão. Eram 5 horas e meia da tarde. — [5, 2096, 144, 2169]
subheading: Commissão de Beneficencia das Trinas — [298, 780, 432, 804]
section-heading: Russia e Persia — [464, 822, 533, 856]
paragraph: Oriental—Tem amanhã exercicio em conjunto. — [560, 2237, 689, 2258]
paragraph: No Seminario houve festa, com o sr. Alves Mendes. — [443, 751, 554, 783]
article-headline: Primeiro de dezembro — [160, 30, 279, 98]
rate-value: 4$730 — [953, 475, 979, 484]
paragraph: Algumas fabricas de lanificios e os Armazens do Chiado fecharam. — [443, 411, 554, 443]
subheading: Banquete de homenagem — [589, 1247, 660, 1271]
paragraph: Receberam curativo no posto medico da estação do Rocio. — [695, 739, 828, 771]
paragraph: Pois com este projecto dá-se a mesma cousa. — [5, 1828, 144, 1849]
paragraph: O sr. Celorico Gil, a quem foi dada depois a palavra, começou por tecer um largo elogio da figura politica do sr. dr. Antonio José d'Almeida, que classificou de o mais brilhante orador portuguez, recordando algumas das passagens dos discursos dos srs. Chamiço e Faustino da Fonseca, entendendo que a existencia de Portugal tem, com o novo regimen, o novo elemento de liberdade, e que o regimen ha de salvar a nossa patria. — [151, 1681, 288, 1849]
rate-value: 12 0/0 — [993, 484, 1018, 494]
rate-value: 16 1/4 — [993, 466, 1018, 476]
paragraph: A banda executou a Portugueza, acompanhando os versos que a assistencia cantava. — [295, 1702, 436, 1744]
paragraph: Nankim está completamente occupada pelos revolucionarios. — [695, 444, 828, 476]
